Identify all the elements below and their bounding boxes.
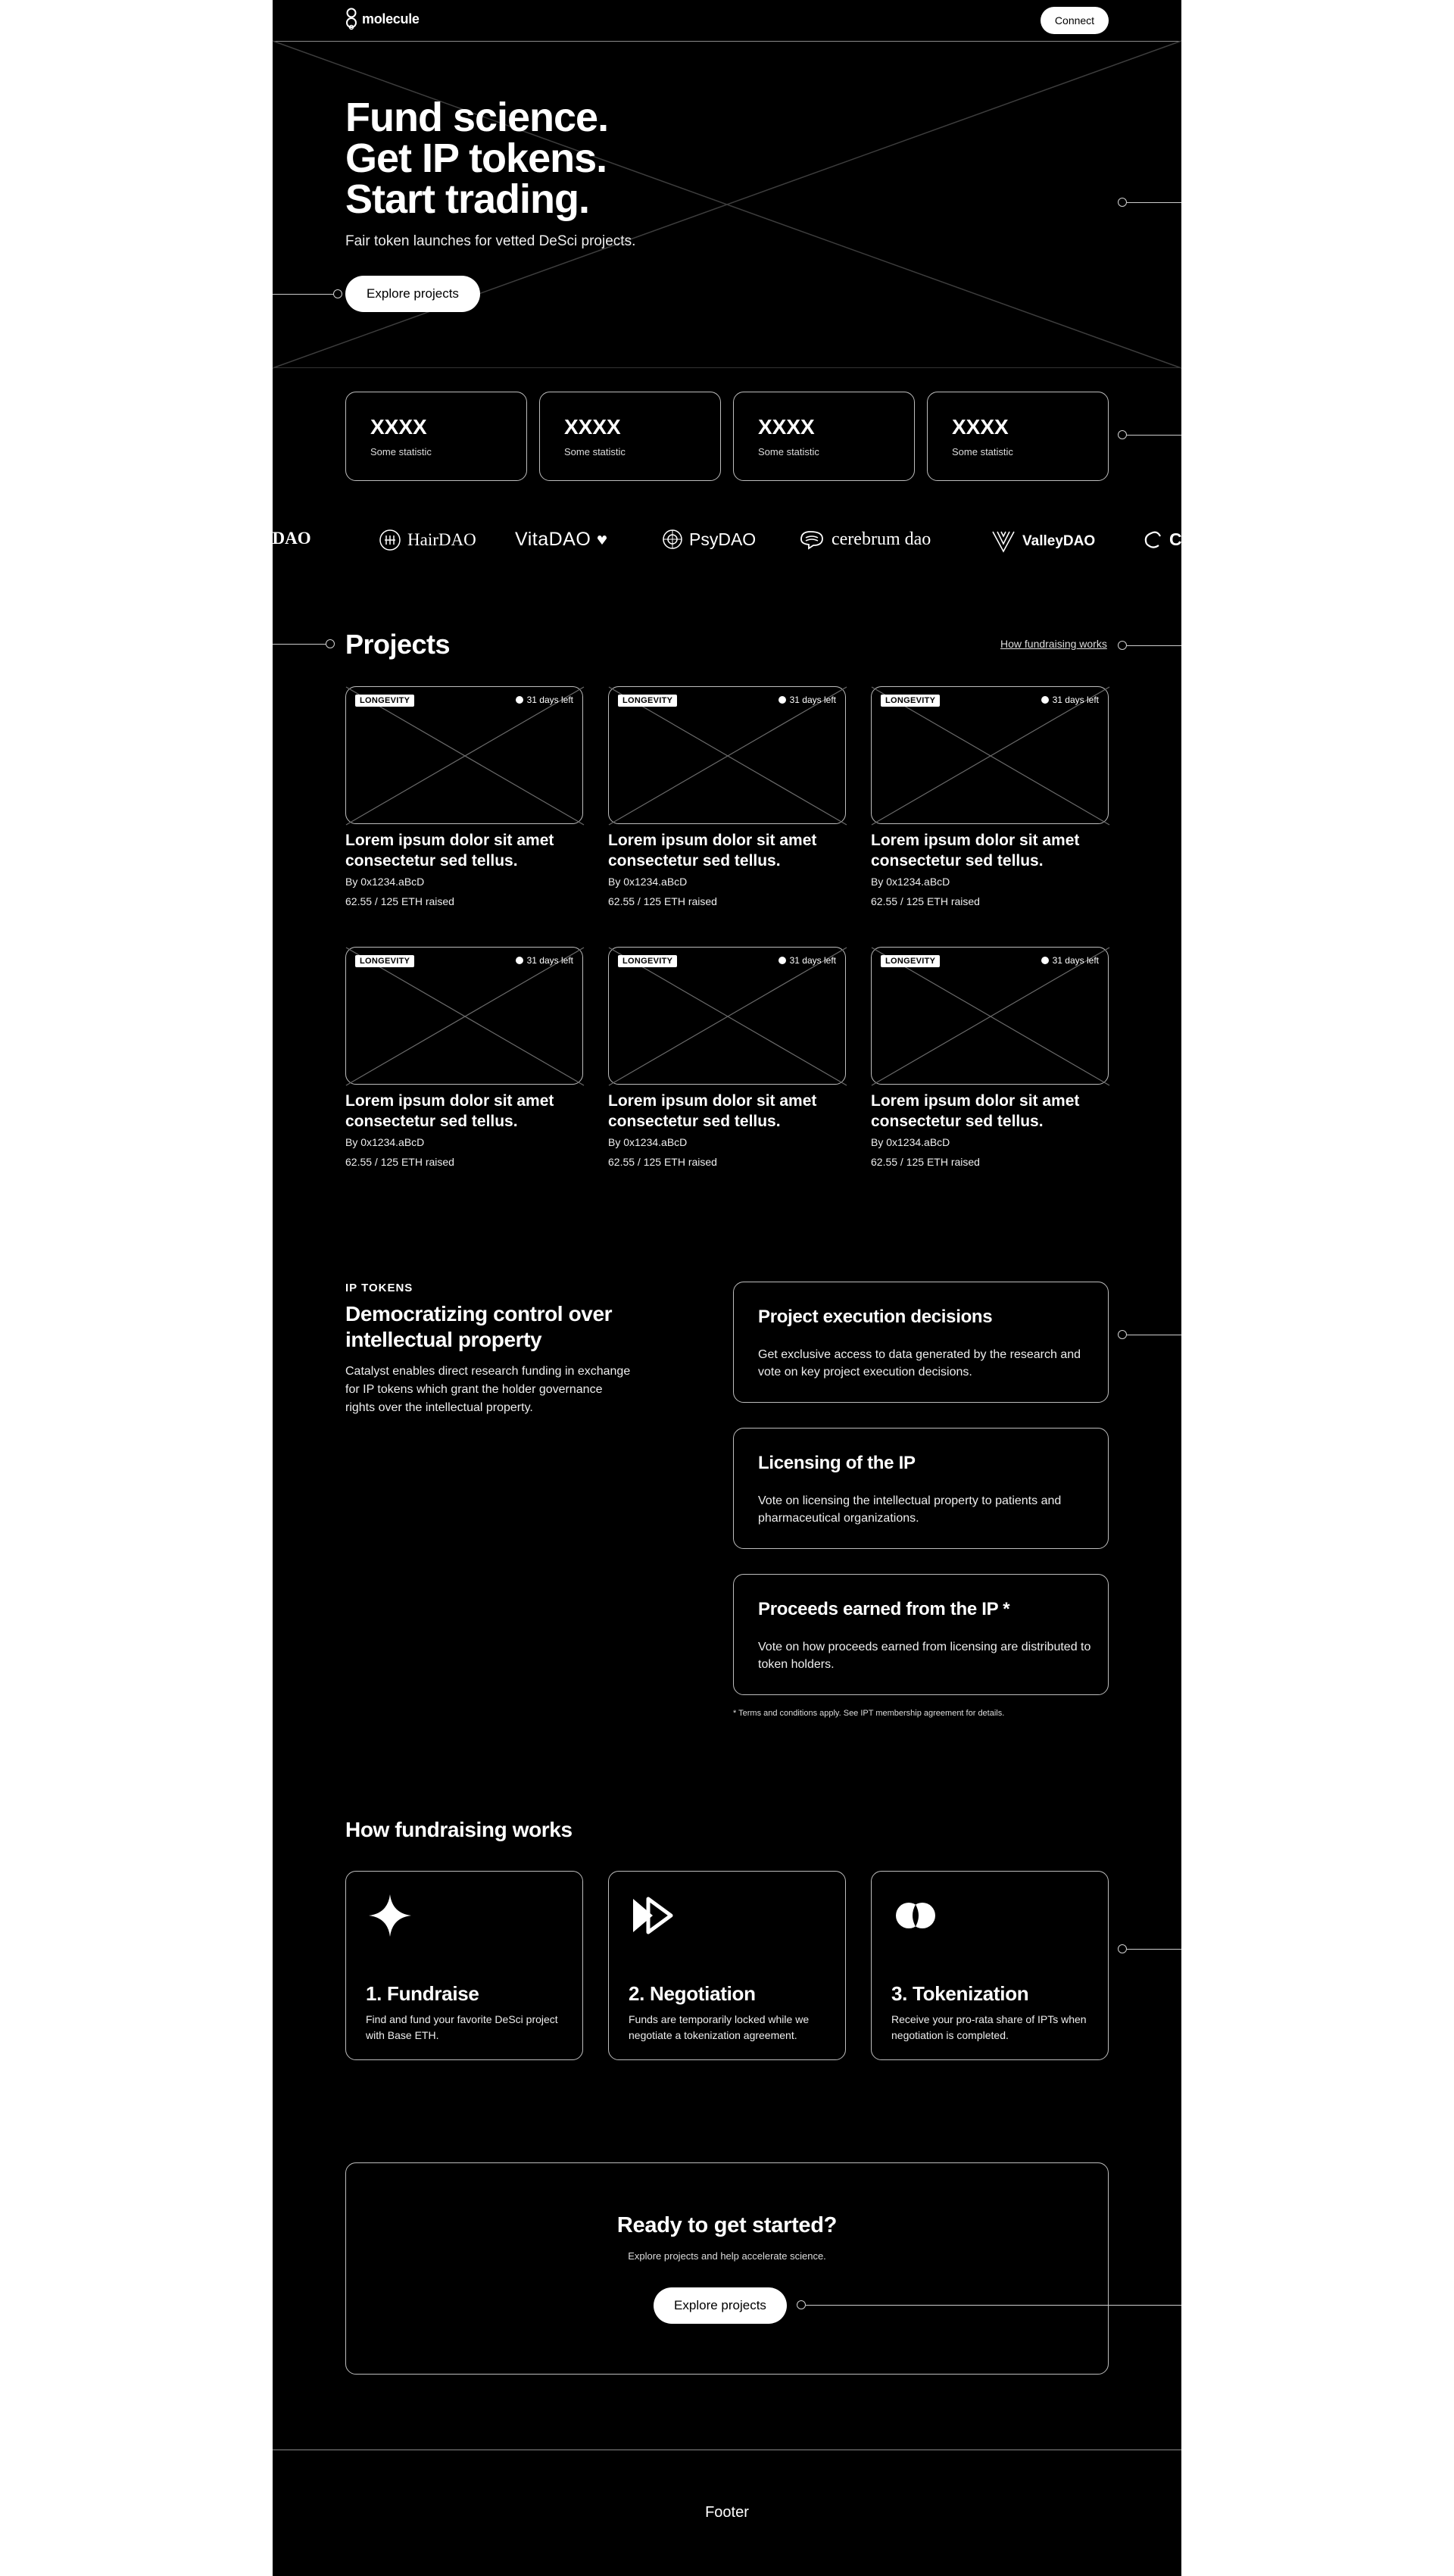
- how-step-card: [871, 1871, 1109, 2060]
- how-step-description: Find and fund your favorite DeSci project with Base ETH.: [366, 2013, 558, 2041]
- psydao-icon: [662, 529, 683, 550]
- cta-explore-button[interactable]: Explore projects: [654, 2287, 787, 2324]
- project-title[interactable]: Lorem ipsum dolor sit amet consectetur sed tellus.: [871, 832, 1080, 870]
- cta-title: Ready to get started?: [616, 2213, 838, 2237]
- category-tag: LONGEVITY: [881, 695, 940, 707]
- how-step-title: 1. Fundraise: [366, 1982, 479, 2005]
- how-step-title: 3. Tokenization: [891, 1982, 1029, 2005]
- days-left-text: 31 days left: [526, 695, 573, 705]
- how-step-description: Receive your pro-rata share of IPTs when negotiation is completed.: [891, 2013, 1087, 2041]
- ip-eyebrow: IP TOKENS: [345, 1282, 413, 1294]
- project-title[interactable]: Lorem ipsum dolor sit amet consectetur sed tellus.: [871, 1092, 1080, 1130]
- projects-connector-line-left: [273, 644, 329, 645]
- category-tag: LONGEVITY: [618, 695, 677, 707]
- partner-name: HairDAO: [407, 530, 476, 549]
- fast-forward-icon: [630, 1893, 676, 1938]
- how-step-card: [345, 1871, 583, 2060]
- hero-cta-connector-dot: [333, 289, 342, 298]
- days-left-badge: [1041, 695, 1099, 705]
- stat-label: Some statistic: [952, 446, 1013, 457]
- project-raised: 62.55 / 125 ETH raised: [345, 895, 454, 907]
- project-card-image[interactable]: [345, 686, 583, 824]
- partner-logo-vitadao: [515, 529, 607, 551]
- projects-connector-dot-right: [1118, 641, 1127, 650]
- partner-logo-valleydao: [991, 529, 1095, 554]
- stat-value: XXXX: [952, 415, 1009, 439]
- clock-icon: [1041, 957, 1049, 964]
- partner-logo-psydao: [662, 529, 756, 550]
- ip-card-description: Vote on how proceeds earned from licensing are distributed to token holders.: [758, 1641, 1091, 1671]
- clock-icon: [1041, 696, 1049, 704]
- stat-value: XXXX: [370, 415, 427, 439]
- partner-name: cerebrum dao: [832, 529, 931, 549]
- partner-name: aDAO: [264, 529, 311, 548]
- overlap-circles-icon: [893, 1893, 938, 1938]
- partner-logo-cerebrumdao: [798, 529, 931, 550]
- ip-connector-dot: [1118, 1330, 1127, 1339]
- partner-partial-icon: [1142, 529, 1163, 550]
- category-tag: LONGEVITY: [355, 695, 414, 707]
- ip-description: Catalyst enables direct research funding in exchange for IP tokens which grant the holder governance rights over the intellectual property.: [345, 1365, 631, 1414]
- days-left-text: 31 days left: [789, 695, 836, 705]
- ip-title: Democratizing control over intellectual property: [345, 1302, 613, 1351]
- hero-right-connector-dot: [1118, 198, 1127, 207]
- hero-cta-connector-line: [273, 294, 338, 295]
- hero-right-connector-line: [1127, 202, 1181, 203]
- logo-text: molecule: [362, 11, 420, 27]
- days-left-badge: [778, 695, 836, 705]
- project-title[interactable]: Lorem ipsum dolor sit amet consectetur sed tellus.: [345, 1092, 554, 1130]
- partner-name: ValleyDAO: [1022, 533, 1096, 549]
- image-placeholder-icon: [609, 687, 847, 825]
- how-step-card: [608, 1871, 846, 2060]
- partner-logo-adao: [264, 529, 311, 548]
- category-tag: LONGEVITY: [355, 955, 414, 967]
- ip-card-execution: [733, 1282, 1109, 1403]
- how-step-description: Funds are temporarily locked while we negotiate a tokenization agreement.: [629, 2013, 810, 2041]
- project-author: By 0x1234.aBcD: [608, 876, 688, 888]
- stat-card: [539, 392, 721, 481]
- stat-value: XXXX: [758, 415, 815, 439]
- hero-title-line-3: Start trading.: [345, 176, 590, 222]
- project-card-image[interactable]: [345, 947, 583, 1085]
- project-card-image[interactable]: [608, 947, 846, 1085]
- ip-card-title: Proceeds earned from the IP *: [758, 1599, 1010, 1619]
- image-placeholder-icon: [346, 948, 584, 1085]
- project-raised: 62.55 / 125 ETH raised: [608, 895, 717, 907]
- ip-card-licensing: [733, 1428, 1109, 1549]
- cta-subtitle: Explore projects and help accelerate science.: [628, 2250, 826, 2262]
- days-left-badge: [1041, 955, 1099, 966]
- molecule-logo[interactable]: [345, 8, 420, 30]
- project-title[interactable]: Lorem ipsum dolor sit amet consectetur sed tellus.: [345, 832, 554, 870]
- stat-card: [927, 392, 1109, 481]
- sparkle-icon: [367, 1893, 413, 1938]
- stats-connector-line: [1127, 435, 1181, 436]
- cta-connector-dot: [797, 2300, 806, 2309]
- days-left-badge: [516, 695, 573, 705]
- image-placeholder-icon: [872, 687, 1109, 825]
- stat-label: Some statistic: [564, 446, 626, 457]
- stat-label: Some statistic: [758, 446, 819, 457]
- ip-footnote: * Terms and conditions apply. See IPT membership agreement for details.: [733, 1709, 1005, 1718]
- partner-name: C: [1169, 529, 1182, 549]
- project-raised: 62.55 / 125 ETH raised: [608, 1156, 717, 1168]
- how-connector-line: [1127, 1949, 1181, 1950]
- hero-title-line-2: Get IP tokens.: [345, 136, 607, 181]
- image-placeholder-icon: [872, 948, 1109, 1085]
- hairdao-icon: [379, 529, 401, 551]
- stat-card: [733, 392, 915, 481]
- clock-icon: [516, 696, 523, 704]
- hero-subtitle: Fair token launches for vetted DeSci projects.: [345, 233, 636, 249]
- project-raised: 62.55 / 125 ETH raised: [871, 1156, 980, 1168]
- heart-icon: [597, 535, 607, 545]
- cta-connector-line: [806, 2305, 1181, 2306]
- image-placeholder-icon: [346, 687, 584, 825]
- days-left-text: 31 days left: [1052, 955, 1099, 966]
- ip-card-title: Licensing of the IP: [758, 1453, 916, 1473]
- how-step-title: 2. Negotiation: [629, 1982, 756, 2005]
- hero-bottom-divider: [273, 367, 1181, 368]
- explore-projects-button[interactable]: Explore projects: [345, 276, 480, 312]
- how-connector-dot: [1118, 1944, 1127, 1953]
- stat-label: Some statistic: [370, 446, 432, 457]
- projects-connector-dot-left: [326, 639, 335, 648]
- days-left-text: 31 days left: [526, 955, 573, 966]
- project-title[interactable]: Lorem ipsum dolor sit amet consectetur sed tellus.: [608, 832, 817, 870]
- project-author: By 0x1234.aBcD: [345, 876, 425, 888]
- project-card-image[interactable]: [608, 686, 846, 824]
- days-left-badge: [516, 955, 573, 966]
- stat-value: XXXX: [564, 415, 621, 439]
- clock-icon: [778, 696, 786, 704]
- partner-logo-partial: [1142, 529, 1182, 550]
- days-left-badge: [778, 955, 836, 966]
- project-card-image[interactable]: [871, 686, 1109, 824]
- clock-icon: [778, 957, 786, 964]
- category-tag: LONGEVITY: [618, 955, 677, 967]
- ip-card-description: Vote on licensing the intellectual property to patients and pharmaceutical organizations.: [758, 1494, 1062, 1525]
- project-author: By 0x1234.aBcD: [608, 1136, 688, 1148]
- molecule-logo-icon: [345, 8, 357, 30]
- stat-card: [345, 392, 527, 481]
- partner-name: VitaDAO: [515, 529, 591, 550]
- how-title: How fundraising works: [345, 1818, 573, 1841]
- ip-card-proceeds: [733, 1574, 1109, 1695]
- project-author: By 0x1234.aBcD: [871, 1136, 950, 1148]
- project-raised: 62.55 / 125 ETH raised: [345, 1156, 454, 1168]
- clock-icon: [516, 957, 523, 964]
- project-title[interactable]: Lorem ipsum dolor sit amet consectetur sed tellus.: [608, 1092, 817, 1130]
- how-fundraising-link[interactable]: How fundraising works: [1000, 638, 1107, 650]
- projects-connector-line-right: [1127, 645, 1181, 646]
- footer-label: Footer: [705, 2504, 749, 2521]
- project-author: By 0x1234.aBcD: [871, 876, 950, 888]
- page: [264, 0, 1182, 2576]
- hero-title: [345, 97, 608, 220]
- brain-icon: [798, 529, 825, 550]
- partner-logo-hairdao: [379, 529, 476, 551]
- hero-title-line-1: Fund science.: [345, 95, 609, 140]
- projects-title: Projects: [345, 629, 451, 660]
- days-left-text: 31 days left: [789, 955, 836, 966]
- valleydao-icon: [991, 529, 1016, 554]
- cta-card: [345, 2162, 1109, 2375]
- connect-button[interactable]: Connect: [1041, 7, 1109, 34]
- ip-card-title: Project execution decisions: [758, 1307, 993, 1327]
- category-tag: LONGEVITY: [881, 955, 940, 967]
- image-placeholder-icon: [609, 948, 847, 1085]
- stats-connector-dot: [1118, 430, 1127, 439]
- partner-name: PsyDAO: [689, 529, 757, 549]
- project-card-image[interactable]: [871, 947, 1109, 1085]
- project-author: By 0x1234.aBcD: [345, 1136, 425, 1148]
- ip-card-description: Get exclusive access to data generated by the research and vote on key project execution decisions.: [758, 1348, 1081, 1379]
- days-left-text: 31 days left: [1052, 695, 1099, 705]
- project-raised: 62.55 / 125 ETH raised: [871, 895, 980, 907]
